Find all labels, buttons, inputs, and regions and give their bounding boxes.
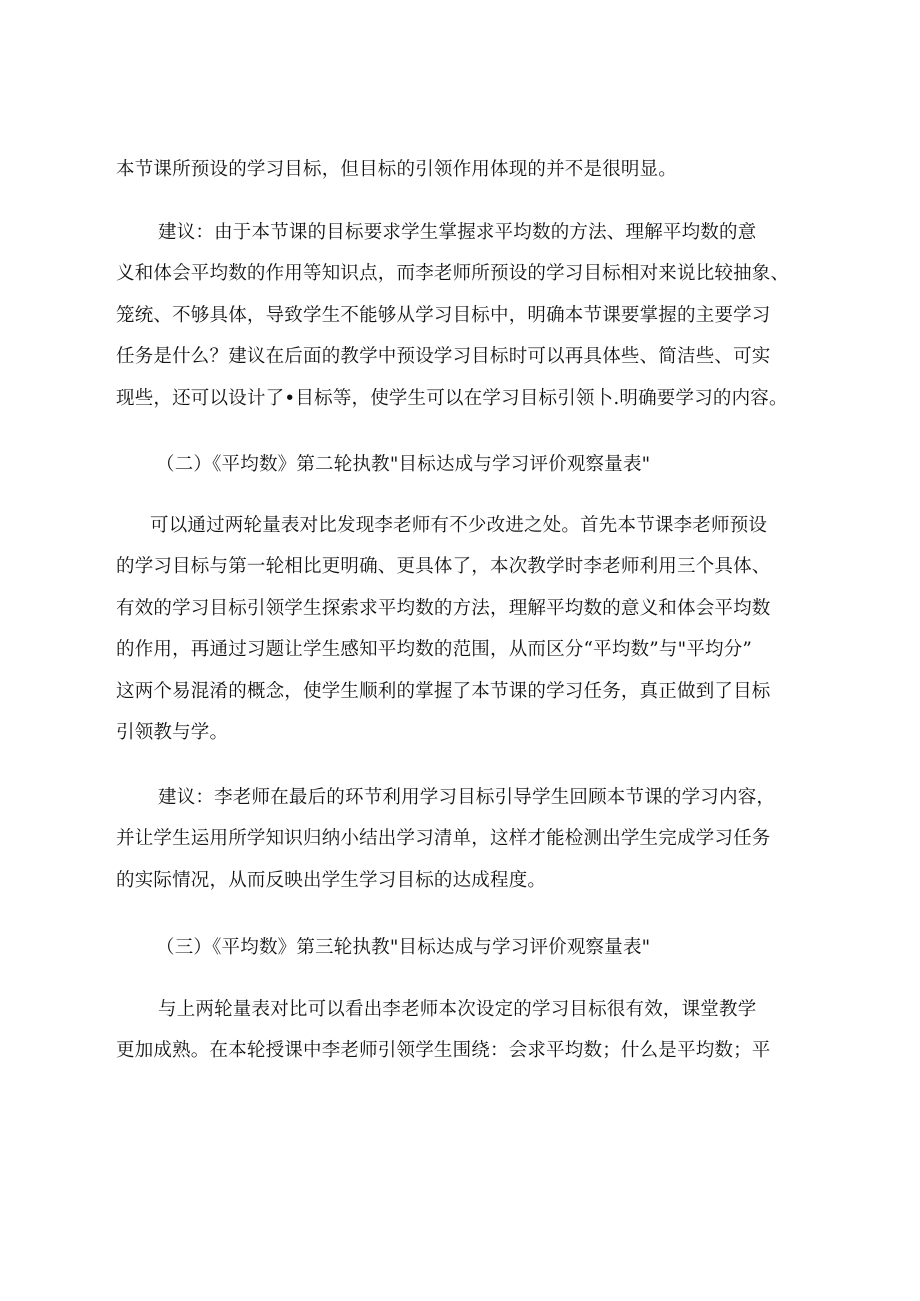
paragraph-line-8: 的学习目标与第一轮相比更明确、更具体了，本次教学时李老师利用三个具体、	[116, 556, 771, 577]
paragraph-line-9: 有效的学习目标引领学生探索求平均数的方法，理解平均数的意义和体会平均数	[116, 598, 771, 619]
paragraph-line-12: 引领教与学。	[116, 722, 229, 743]
paragraph-line-1: 本节课所预设的学习目标，但目标的引领作用体现的并不是很明显。	[116, 159, 678, 180]
paragraph-line-14: 并让学生运用所学知识归纳小结出学习清单，这样才能检测出学生完成学习任务	[116, 828, 771, 849]
paragraph-line-17: 更加成熟。在本轮授课中李老师引领学生围绕：会求平均数；什么是平均数；平	[116, 1040, 771, 1061]
paragraph-line-13: 建议：李老师在最后的环节利用学习目标引导学生回顾本节课的学习内容，	[158, 787, 776, 808]
paragraph-line-11: 这两个易混淆的概念，使学生顺利的掌握了本节课的学习任务，真正做到了目标	[116, 681, 771, 702]
paragraph-line-7: 可以通过两轮量表对比发现李老师有不少改进之处。首先本节课李老师预设	[150, 515, 768, 536]
paragraph-line-5: 任务是什么？建议在后面的教学中预设学习目标时可以再具体些、简洁些、可实	[116, 346, 771, 367]
paragraph-line-15: 的实际情况，从而反映出学生学习目标的达成程度。	[116, 870, 547, 891]
paragraph-line-10: 的作用，再通过习题让学生感知平均数的范围，从而区分“平均数”与"平均分”	[116, 639, 753, 660]
paragraph-line-6: 现些，还可以设计了•目标等，使学生可以在学习目标引领卜.明确要学习的内容。	[116, 388, 788, 409]
paragraph-line-3: 义和体会平均数的作用等知识点，而李老师所预设的学习目标相对来说比较抽象、	[116, 263, 790, 284]
section-heading-3: （三）《平均数》第三轮执教"目标达成与学习评价观察量表"	[156, 937, 651, 958]
paragraph-line-2: 建议：由于本节课的目标要求学生掌握求平均数的方法、理解平均数的意	[158, 222, 757, 243]
section-heading-2: （二）《平均数》第二轮执教"目标达成与学习评价观察量表"	[156, 454, 651, 475]
paragraph-line-4: 笼统、不够具体，导致学生不能够从学习目标中，明确本节课要掌握的主要学习	[116, 305, 771, 326]
paragraph-line-16: 与上两轮量表对比可以看出李老师本次设定的学习目标很有效，课堂教学	[158, 999, 757, 1020]
